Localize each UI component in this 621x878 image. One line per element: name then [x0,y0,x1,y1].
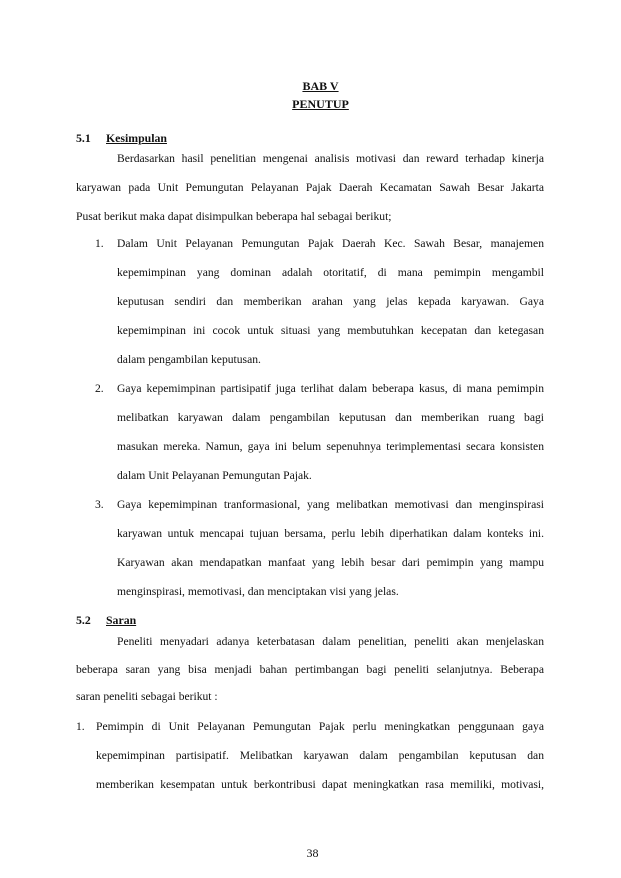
section-heading-kesimpulan [76,131,167,146]
list-item-line: masukan mereka. Namun, gaya ini belum sepenuhnya terimplementasi secara konsisten [117,440,544,453]
paragraph-line: karyawan pada Unit Pemungutan Pelayanan Pajak Daerah Kecamatan Sawah Besar Jakarta [76,181,544,194]
list-item-line: memberikan kesempatan untuk berkontribusi dapat meningkatkan rasa memiliki, motivasi, [96,778,544,791]
list-marker: 3. [95,498,104,511]
list-item-line: keputusan sendiri dan memberikan arahan yang jelas kepada karyawan. Gaya [117,295,544,308]
list-item-line: kepemimpinan yang dominan adalah otoritatif, di mana pemimpin mengambil [117,266,544,279]
list-item-line: dalam Unit Pelayanan Pemungutan Pajak. [117,469,312,482]
list-marker: 1. [76,720,85,733]
list-item-line: melibatkan karyawan dalam pengambilan keputusan dan memberikan ruang bagi [117,411,544,424]
chapter-heading: BAB V [302,79,339,93]
list-item-line: Karyawan akan mendapatkan manfaat yang lebih besar dari pemimpin yang mampu [117,556,544,569]
list-item-line: Gaya kepemimpinan partisipatif juga terlihat dalam beberapa kasus, di mana pemimpin [117,382,544,395]
list-marker: 1. [95,237,104,250]
paragraph-line: Peneliti menyadari adanya keterbatasan dalam penelitian, peneliti akan menjelaskan [117,635,544,648]
paragraph-line: beberapa saran yang bisa menjadi bahan pertimbangan bagi peneliti selanjutnya. Beberapa [76,663,544,676]
paragraph-line: Pusat berikut maka dapat disimpulkan beberapa hal sebagai berikut; [76,210,392,223]
section-number: 5.1 [76,131,91,145]
section-number: 5.2 [76,613,91,627]
list-item-line: karyawan untuk mencapai tujuan bersama, perlu lebih diperhatikan dalam konteks ini. [117,527,544,540]
paragraph-line: saran peneliti sebagai berikut : [76,690,218,703]
list-item-line: kepemimpinan partisipatif. Melibatkan karyawan dalam pengambilan keputusan dan [96,749,544,762]
list-item-line: Gaya kepemimpinan tranformasional, yang melibatkan memotivasi dan menginspirasi [117,498,544,511]
list-marker: 2. [95,382,104,395]
page-number: 38 [306,846,319,860]
chapter-title: PENUTUP [292,97,349,111]
section-heading-saran [76,613,136,628]
section-title: Saran [106,613,137,627]
paragraph-line: Berdasarkan hasil penelitian mengenai analisis motivasi dan reward terhadap kinerja [117,152,544,165]
list-item-line: dalam pengambilan keputusan. [117,353,261,366]
list-item-line: Pemimpin di Unit Pelayanan Pemungutan Pajak perlu meningkatkan penggunaan gaya [96,720,544,733]
section-title: Kesimpulan [106,131,167,145]
list-item-line: Dalam Unit Pelayanan Pemungutan Pajak Daerah Kec. Sawah Besar, manajemen [117,237,544,250]
list-item-line: menginspirasi, memotivasi, dan menciptakan visi yang jelas. [117,585,399,598]
list-item-line: kepemimpinan ini cocok untuk situasi yang membutuhkan kecepatan dan ketegasan [117,324,544,337]
